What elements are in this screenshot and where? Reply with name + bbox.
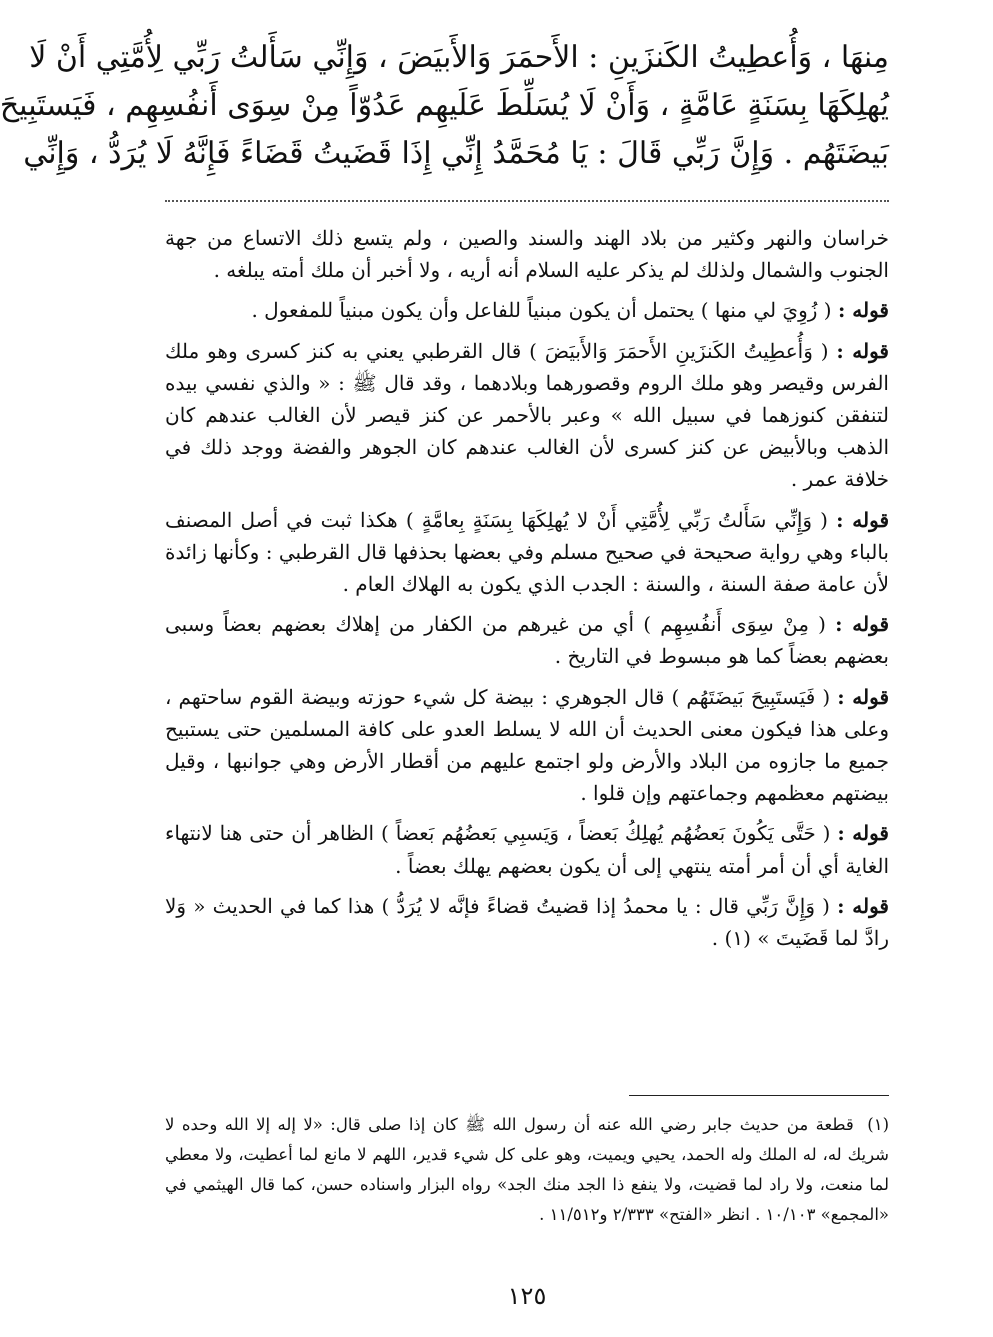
dotted-separator	[165, 200, 889, 202]
footnote	[165, 1110, 889, 1230]
commentary-text: خراسان والنهر وكثير من بلاد الهند والسند والصين ، ولم يتسع ذلك الاتساع من جهة الجنوب والشمال ولذلك لم يذكر عليه السلام أنه أريه ، ولا أخبر أن ملك أمته يبلغه .	[165, 226, 889, 283]
hadith-line-1: مِنهَا ، وَأُعطِيتُ الكَنزَينِ : الأَحمَرَ وَالأَبيَضَ ، وَإِنِّي سَأَلتُ رَبِّي لِأُمَّتِي أَنْ لَا	[29, 40, 889, 75]
commentary	[165, 222, 889, 962]
commentary-label: قوله :	[836, 338, 889, 363]
commentary-text: ( وَإِنَّ رَبِّي قال : يا محمدُ إذا قضيتُ قضاءً فإنَّه لا يُرَدُّ ) هذا كما في الحديث « وَلا رادَّ لما قَضَيتَ » (١) .	[165, 893, 889, 951]
commentary-label: قوله :	[837, 298, 889, 323]
page-number: ١٢٥	[507, 1282, 547, 1310]
commentary-text: ( حَتَّى يَكُونَ بَعضُهُم يُهلِكُ بَعضاً ، وَيَسبِي بَعضُهُم بَعضاً ) الظاهر أن حتى هنا لانتهاء الغاية أي أن أمر أمته ينتهي إلى أن يكون بعضهم يهلك بعضاً .	[165, 821, 889, 878]
commentary-text: ( وَأُعطِيتُ الكَنزَينِ الأَحمَرَ وَالأَبيَضَ ) قال القرطبي يعني به كنز كسرى وهو ملك الفرس وقيصر وهو ملك الروم وقصورهما وبلادهما ، وقد قال ﷺ : « والذي نفسي بيده لتنفقن كنوزهما في سبيل الله » وعبر بالأحمر عن كنز قيصر لأن الغالب عندهم كان الذهب وبالأبيض عن كنز كسرى لأن الغالب عندهم كان الجوهر والفضة ووجد ذلك في خلافة عمر .	[165, 338, 889, 492]
commentary-text: ( زُوِيَ لي منها ) يحتمل أن يكون مبنياً للفاعل وأن يكون مبنياً للمفعول .	[251, 298, 832, 323]
commentary-paragraph	[165, 294, 889, 326]
commentary-paragraph	[165, 890, 889, 954]
footnote-rule	[629, 1095, 889, 1096]
commentary-paragraph	[165, 817, 889, 881]
commentary-label: قوله :	[837, 821, 889, 846]
footnote-number: (١)	[867, 1115, 890, 1134]
commentary-text: ( فَيَستَبِيحَ بَيضَتَهُم ) قال الجوهري : بيضة كل شيء حوزته وبيضة القوم ساحتهم ، وعلى هذا فيكون معنى الحديث أن الله لا يسلط العدو على كافة المسلمين حتى يستبيح جميع ما جازوه من البلاد والأرض ولو اجتمع عليهم من أقطار الأرض وهي جوانبها ، وقيل بيضتهم معظمهم وجماعتهم وإن قلوا .	[165, 684, 889, 806]
commentary-paragraph	[165, 335, 889, 496]
commentary-text: ( مِنْ سِوَى أَنفُسِهِم ) أي من غيرهم من الكفار من إهلاك بعضهم بعضاً وسبى بعضهم بعضاً كما هو مبسوط في التاريخ .	[165, 612, 889, 669]
commentary-paragraph	[165, 222, 889, 286]
hadith-text	[0, 34, 889, 178]
commentary-paragraph	[165, 608, 889, 672]
commentary-label: قوله :	[836, 507, 890, 532]
commentary-label: قوله :	[837, 893, 889, 918]
hadith-line-2: يُهلِكَهَا بِسَنَةٍ عَامَّةٍ ، وَأَنْ لَا يُسَلِّطَ عَلَيهِم عَدُوّاً مِنْ سِوَى أَنفُسِهِم ، فَيَستَبِيحَ	[0, 88, 889, 123]
footnote-text: قطعة من حديث جابر رضي الله عنه أن رسول الله ﷺ كان إذا صلى قال: «لا إله إلا الله وحده لا شريك له، له الملك وله الحمد، يحيي ويميت، وهو على كل شيء قدير، اللهم لا مانع لما أعطيت، ولا معطي لما منعت، ولا راد لما قضيت، ولا ينفع ذا الجد منك الجد» رواه البزار واسناده حسن، كما قال الهيثمي في «المجمع» ١٠/١٠٣ . انظر «الفتح» ٢/٣٣٣ و١١/٥١٢ .	[165, 1115, 889, 1224]
commentary-label: قوله :	[835, 612, 890, 637]
commentary-paragraph	[165, 504, 889, 601]
commentary-paragraph	[165, 681, 889, 810]
hadith-line-3: بَيضَتَهُم . وَإِنَّ رَبِّي قَالَ : يَا مُحَمَّدُ إِنِّي إِذَا قَضَيتُ قَضَاءً فَإِنَّهُ لَا يُرَدُّ ، وَإِنِّي	[23, 136, 889, 171]
commentary-label: قوله :	[837, 684, 889, 709]
commentary-text: ( وَإِنِّي سَأَلتُ رَبِّي لِأُمَّتِي أَنْ لا يُهلِكَهَا بِسَنَةٍ بِعامَّةٍ ) هكذا ثبت في أصل المصنف بالباء وهي رواية صحيحة في صحيح مسلم وفي بعضها بحذفها قال القرطبي : وكأنها زائدة لأن عامة صفة السنة ، والسنة : الجدب الذي يكون به الهلاك العام .	[165, 507, 889, 597]
